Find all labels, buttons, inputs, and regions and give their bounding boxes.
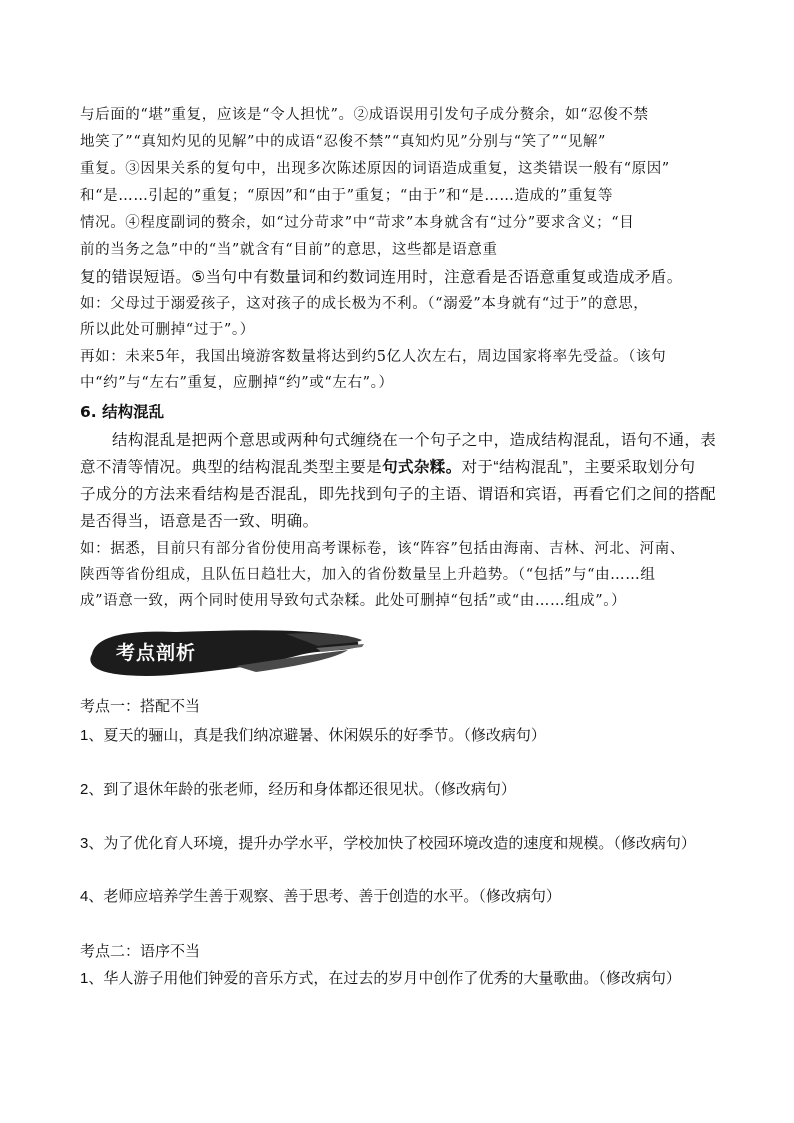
paragraph-line (80, 455, 720, 477)
kaodian-title: 考点二：语序不当 (80, 943, 201, 960)
question-item: 3、为了优化育人环境，提升办学水平，学校加快了校园环境改造的速度和规模。（修改病句） (80, 835, 696, 852)
banner-title: 考点剖析 (116, 642, 197, 664)
example-line: 所以此处可删掉“过于”。） (80, 322, 255, 338)
text-line: 地笑了”“真知灼见的见解”中的成语“忍俊不禁”“真知灼见”分别与“笑了”“见解” (80, 134, 607, 150)
bold-term: 句式杂糅。 (382, 459, 462, 476)
paragraph-text: 对于“结构混乱”，主要采取划分句 (461, 459, 696, 476)
text-line: 与后面的“堪”重复，应该是“令人担忧”。②成语误用引发句子成分赘余，如“忍俊不禁 (80, 107, 649, 123)
example-line: 再如：未来5年，我国出境游客数量将达到约5亿人次左右，周边国家将率先受益。（该句 (80, 349, 667, 365)
paragraph-text: 意不清等情况。典型的结构混乱类型主要是 (80, 459, 383, 476)
question-item: 2、到了退休年龄的张老师，经历和身体都还很见状。（修改病句） (80, 781, 516, 798)
text-line: 和“是……引起的”重复；“原因”和“由于”重复；“由于”和“是……造成的”重复等 (80, 188, 614, 204)
section-banner (86, 626, 366, 680)
text-line: 情况。④程度副词的赘余，如“过分苛求”中“苛求”本身就含有“过分”要求含义；“目 (80, 215, 635, 231)
example-line: 如：据悉，目前只有部分省份使用高考课标卷，该“阵容”包括由海南、吉林、河北、河南、 (80, 541, 685, 557)
kaodian-title: 考点一：搭配不当 (80, 698, 201, 715)
text-line: 重复。③因果关系的复句中，出现多次陈述原因的词语造成重复，这类错误一般有“原因” (80, 161, 670, 177)
question-item: 4、老师应培养学生善于观察、善于思考、善于创造的水平。（修改病句） (80, 888, 561, 905)
text-line: 复的错误短语。⑤当句中有数量词和约数词连用时，注意看是否语意重复或造成矛盾。 (80, 269, 683, 286)
text-line: 前的当务之急”中的“当”就含有“目前”的意思，这些都是语意重 (80, 242, 498, 258)
paragraph-line: 结构混乱是把两个意思或两种句式缠绕在一个句子之中，造成结构混乱，语句不通，表 (112, 432, 717, 449)
example-line: 陕西等省份组成，且队伍日趋壮大，加入的省份数量呈上升趋势。（“包括”与“由……组 (80, 567, 656, 583)
example-line: 成”语意一致，两个同时使用导致句式杂糅。此处可删掉“包括”或“由……组成”。） (80, 593, 627, 609)
question-item: 1、华人游子用他们钟爱的音乐方式，在过去的岁月中创作了优秀的大量歌曲。（修改病句） (80, 970, 681, 987)
section-heading: 6. 结构混乱 (80, 403, 165, 421)
example-line: 如：父母过于溺爱孩子，这对孩子的成长极为不利。（“溺爱”本身就有“过于”的意思， (80, 296, 649, 312)
paragraph-line: 子成分的方法来看结构是否混乱，即先找到句子的主语、谓语和宾语，再看它们之间的搭配 (80, 486, 717, 503)
paragraph-line: 是否得当，语意是否一致、明确。 (80, 513, 319, 530)
question-item: 1、夏天的骊山，真是我们纳凉避暑、休闲娱乐的好季节。（修改病句） (80, 727, 546, 744)
example-line: 中“约”与“左右”重复，应删掉“约”或“左右”。） (80, 375, 394, 391)
